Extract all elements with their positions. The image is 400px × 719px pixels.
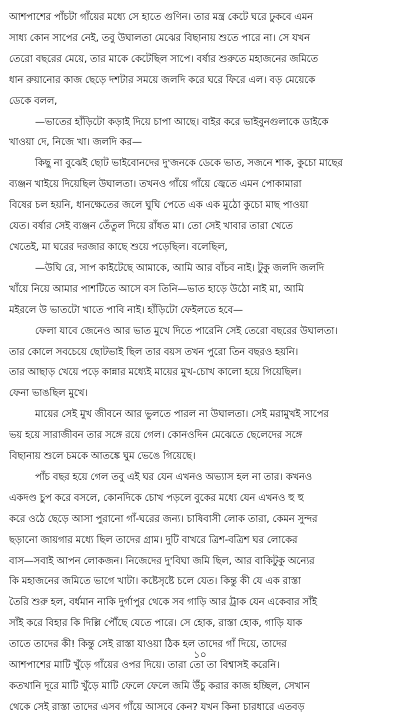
- text-line: খাওয়া দে, নিজে খা। জলদি কর—: [9, 137, 142, 149]
- text-line: খাঁয়ে নিয়ে আমার পাশটিতে আসে বস তিনি—ভাত হাড়ে উঠো নাই মা, আমি: [9, 283, 304, 295]
- body-text: [9, 8, 391, 719]
- text-line: ফেনা ভাঙছিল মুখে।: [9, 388, 88, 400]
- text-line: ধান রুয়ানোর কাজ ছেড়ে দশটার সময়ে জলদি করে ঘরে ফিরে এল। বড় মেয়েকে: [9, 74, 316, 86]
- text-line: ব্যঞ্জন খাইয়ে দিয়েছিল উঘালতা। তখনও গাঁয়ে গাঁয়ে জ্বেতে এমন পোকামারা: [9, 179, 302, 191]
- text-line: ফেলা যাবে জেনেও আর ভাত মুখে দিতে পারেনি সেই তেরো বছরের উঘালতা।: [35, 325, 338, 337]
- text-line: কিছু না বুঝেই ছোট ভাইবোনদের দু'জনকে ডেকে ভাত, সজনে শাক, কুচো মাছের: [35, 158, 343, 170]
- text-line: মইরলে উ ভাতটো খাতে পাবি নাই। হাঁড়িটো ফেইলতে হবে—: [9, 304, 243, 316]
- text-line: —উঘি রে, সাপ কাইটেছে আমাকে, আমি আর বাঁচব নাই। টুকু জলদি জলদি: [35, 262, 324, 274]
- text-line: থেকে সেই রাস্তা তাদের এসব গাঁয়ে আসবে কেন? যখন কিনা চারধারে এতবড়: [9, 701, 305, 713]
- text-line: ভয় হয়ে সারাজীবন তার সঙ্গে রয়ে গেল। কোনওদিন মেঝেতে ছেলেদের সঙ্গে: [9, 430, 303, 442]
- text-line: কতখানি দূরে মাটি খুঁড়ে মাটি ফেলে ফেলে জমি উঁচু করার কাজ হচ্ছিল, সেখান: [9, 681, 310, 692]
- text-line: তার কোলে সবচেয়ে ছোটভাই ছিল তার বয়স তখন পুরো তিন বছরও হয়নি।: [9, 346, 299, 358]
- text-line: —ভাতের হাঁড়িটো কড়াই দিয়ে চাপা আছে। বাইর করে ভাইবুনগুলাকে ডাইকে: [35, 116, 329, 128]
- text-line: পাঁচ বছর হয়ে গেল তবু এই ঘর যেন এখনও অভ্যাস হল না তার। কখনও: [35, 471, 313, 483]
- text-line: আশপাশের মাটি খুঁড়ে গাঁয়ের ওপর দিয়ে। তারা তো তা বিশ্বাসই করেনি।: [9, 660, 280, 672]
- text-line: একদণ্ড চুপ করে বসলে, কোনদিকে চোখ পড়লে বুকের মধ্যে যেন এখনও হু হু: [9, 492, 304, 504]
- text-line: বিষের চল হয়নি, ধানক্ষেতের জলে ঘুঘি পেতে এক এক মুঠো কুচো মাছ পাওয়া: [9, 200, 309, 212]
- page-number: ১০: [193, 650, 207, 661]
- text-line: ডেকে বলল,: [9, 95, 58, 107]
- text-line: সাঁই করে বিহার কি দিল্লি পৌঁছে যেতে পারে। সে হোক, রাস্তা হোক, গাড়ি যাক: [9, 618, 303, 630]
- text-line: যেত। বর্ষার সেই ব্যঞ্জন তেঁতুল দিয়ে রাঁধত মা। তো সেই খাবার তারা খেতে: [9, 221, 293, 233]
- text-line: সাধ্য কোন সাপের নেই, তবু উঘালতা মেঝের বিছানায় শুতে পারে না। সে যখন: [9, 32, 310, 44]
- text-line: তেরো বছরের মেয়ে, তার মাকে কেটেছিল সাপে। বর্ষার শুরুতে মহাজনের জমিতে: [9, 53, 318, 65]
- text-line: বাস—সবাই আপন লোকজন। নিজেদের দু'বিঘা জমি ছিল, আর বাকিটুকু অন্যের: [9, 555, 315, 567]
- text-line: তার আছাড় খেয়ে পড়ে কান্নার মধ্যেই মায়ের মুখ-চোখ কালো হয়ে গিয়েছিল।: [9, 367, 302, 379]
- text-line: তৈরি শুরু হল, বর্ধমান নাকি দুর্গাপুর থেকে সব গাড়ি আর ট্রাক যেন একেবার সাঁই: [9, 597, 317, 609]
- text-line: কি মহাজনের জমিতে ভাগে খাটা। কষ্টেসৃষ্টে চলে যেত। কিন্তু কী যে এক রাস্তা: [9, 576, 301, 588]
- text-line: ছড়ানো জায়গার মধ্যে ছিল তাদের গ্রাম। দুটি বাখরে ত্রিশ-বত্রিশ ঘর লোকের: [9, 534, 298, 546]
- text-line: তাতে তাদের কী! কিন্তু সেই রাস্তা যাওয়া ঠিক হল তাদের গাঁ দিয়ে, তাদের: [9, 639, 287, 651]
- text-line: মায়ের সেই মুখ জীবনে আর ভুলতে পারল না উঘালতা। সেই মরামুখই সাপের: [35, 409, 329, 421]
- text-line: করে ওঠে ছেড়ে আসা পুরানো গাঁ-ঘরের জন্য। চাষিবাসী লোক তারা, কেমন সুন্দর: [9, 513, 318, 525]
- text-line: বিছানায় শুলে চমকে আতঙ্কে ঘুম ভেঙে গিয়েছে।: [9, 451, 196, 463]
- text-line: আশপাশের পাঁচটা গাঁয়ের মধ্যে সে হাতে গুণিন। তার মন্ত্র কেটে ঘরে ঢুকবে এমন: [9, 12, 313, 23]
- text-line: খেতেই, মা ঘরের দরজার কাছে শুয়ে পড়েছিল। বলেছিল,: [9, 241, 228, 253]
